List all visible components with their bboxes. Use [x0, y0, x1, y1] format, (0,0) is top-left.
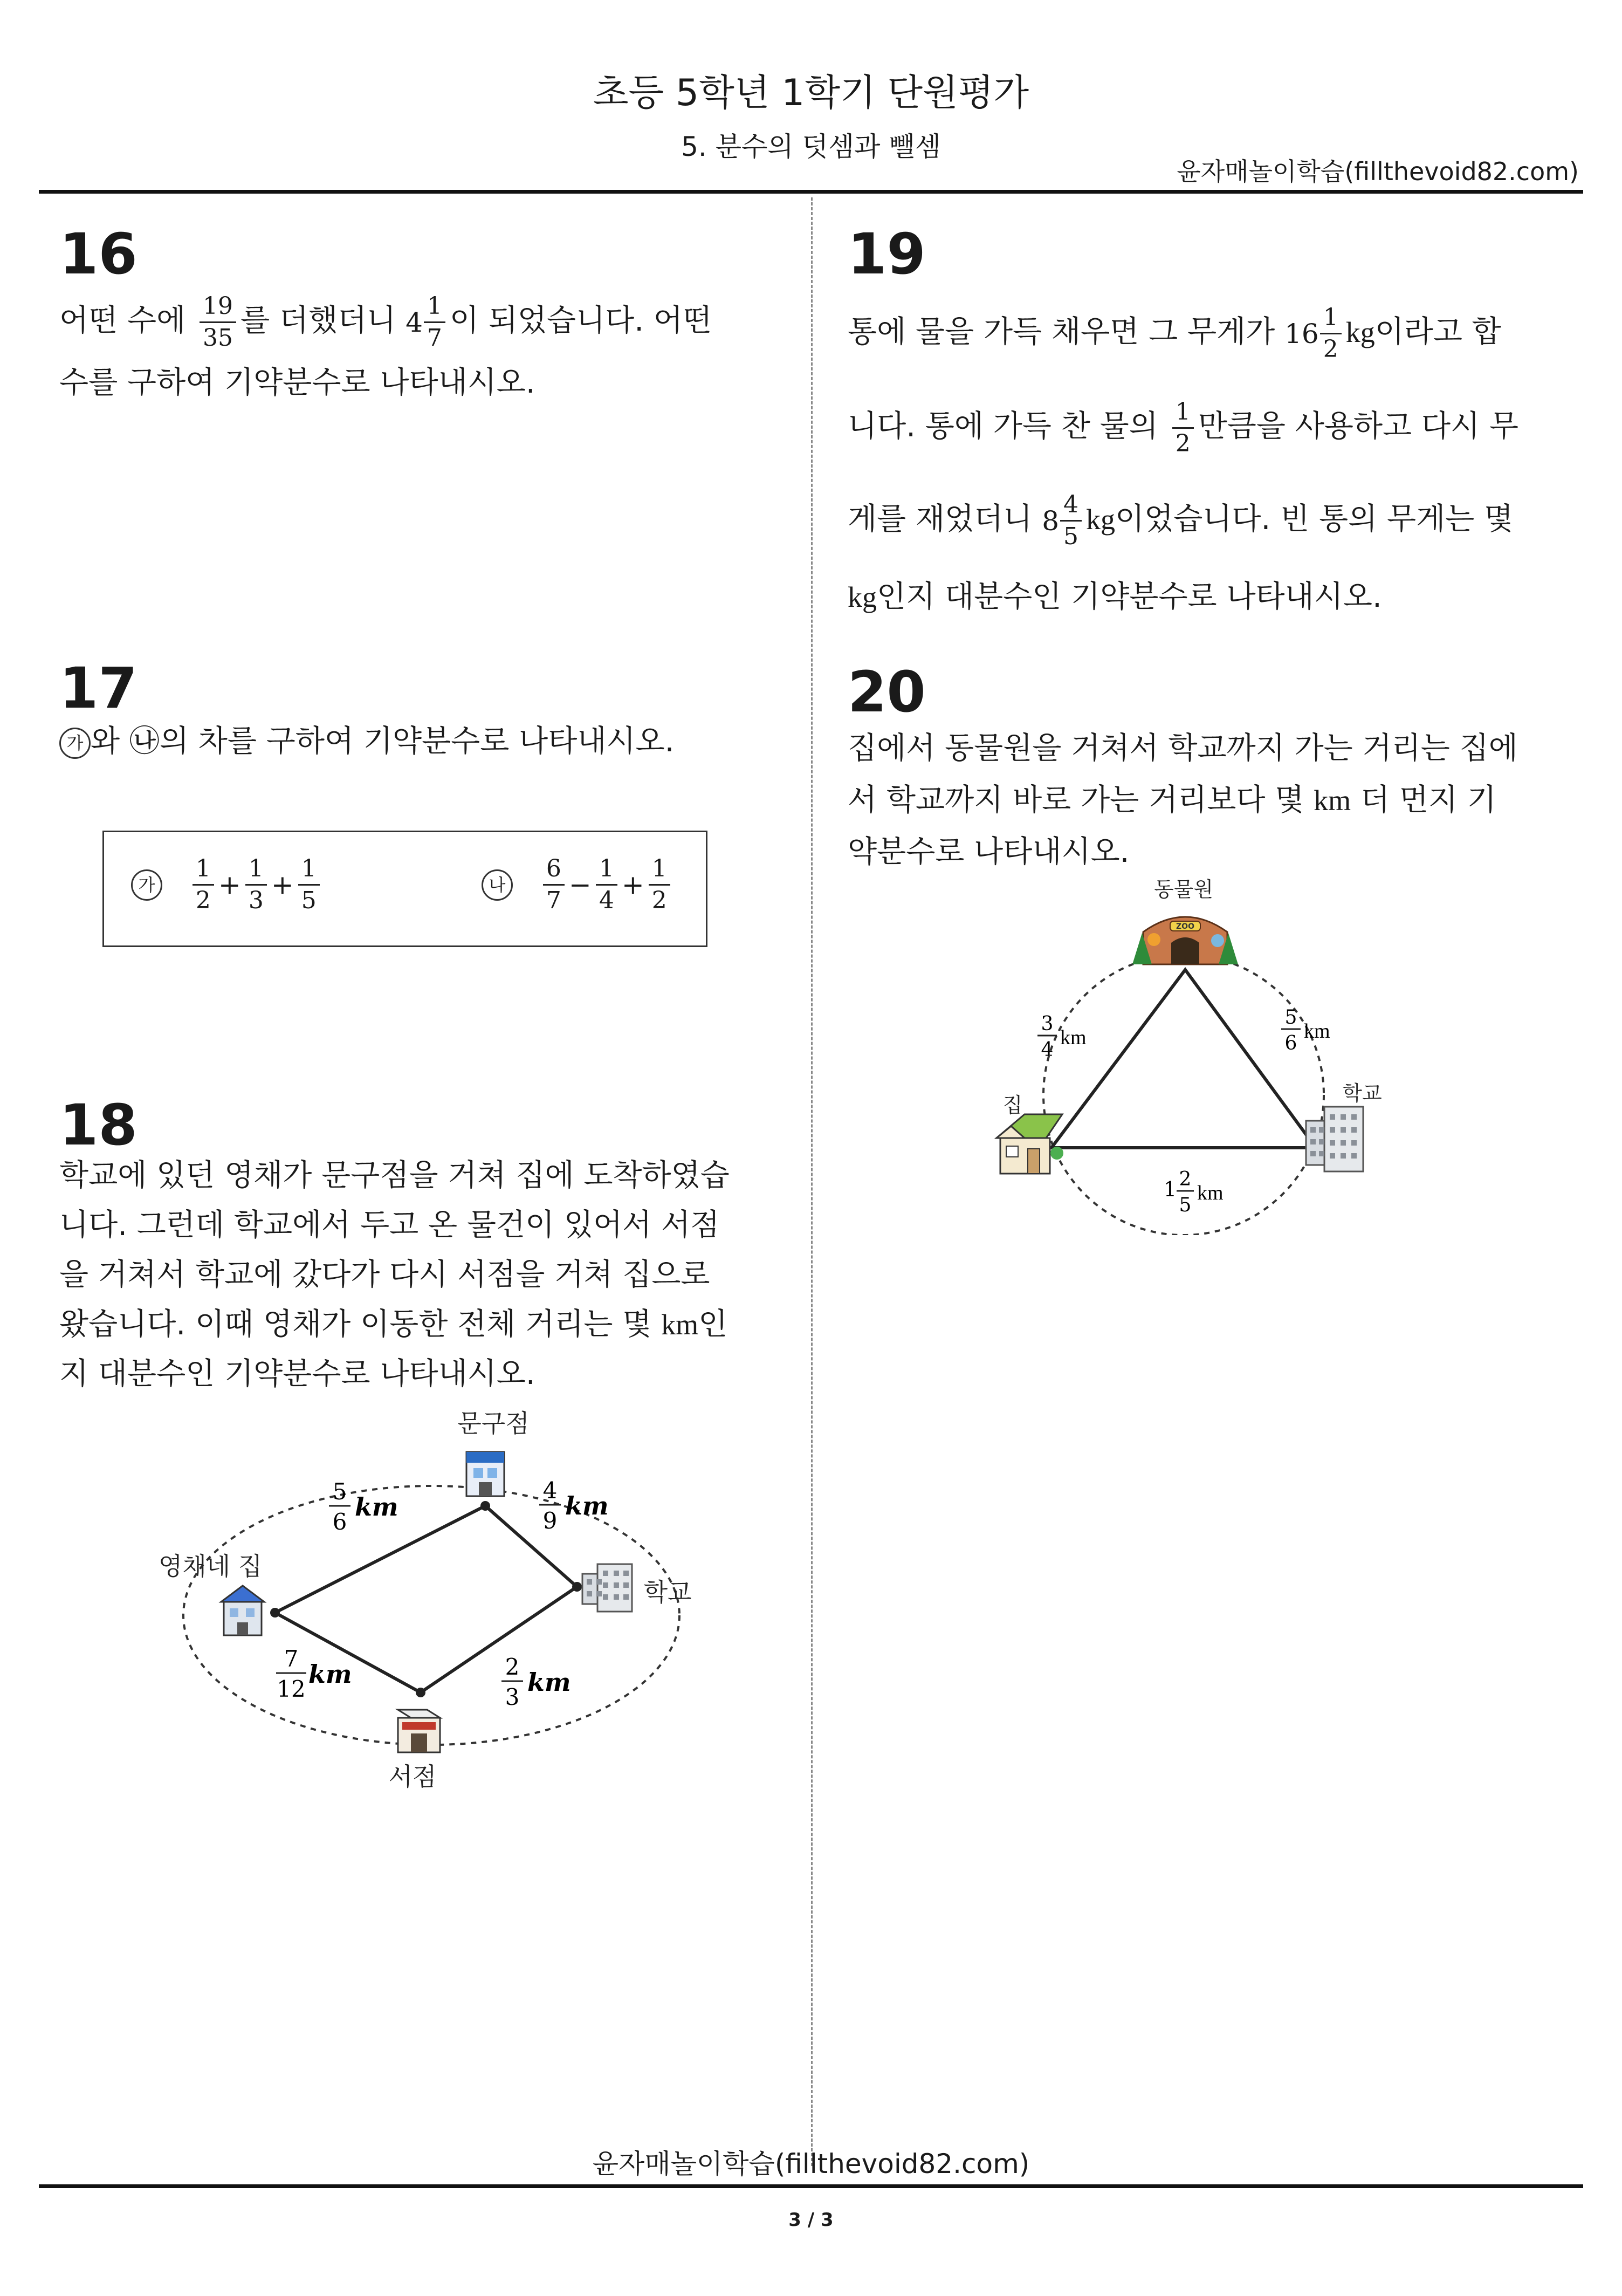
- stationery-store-icon: [466, 1452, 504, 1496]
- footer-rule: [39, 2184, 1583, 2188]
- svg-text:km: km: [565, 1491, 609, 1520]
- node-home: [270, 1608, 280, 1618]
- distance-bookstore-school: [501, 1654, 571, 1710]
- svg-text:3: 3: [1041, 1013, 1054, 1035]
- zoo-icon: [1132, 917, 1238, 964]
- header-rule: [39, 190, 1583, 194]
- route-triangle: [1051, 970, 1316, 1148]
- node-stationery: [480, 1501, 490, 1511]
- site-credit-bottom: 윤자매놀이학습(fillthevoid82.com): [592, 2148, 1030, 2180]
- question-17-number: 17: [59, 655, 138, 721]
- question-19-number: 19: [848, 221, 926, 287]
- site-credit-top: 윤자매놀이학습(fillthevoid82.com): [1177, 157, 1579, 186]
- svg-text:km: km: [527, 1668, 571, 1697]
- svg-text:12: 12: [277, 1676, 306, 1702]
- label-school: 학교: [1342, 1081, 1382, 1105]
- expression-box: [102, 831, 707, 947]
- home-icon: [221, 1586, 264, 1635]
- distance-home-school: [1164, 1168, 1224, 1216]
- svg-text:6: 6: [1284, 1032, 1297, 1054]
- page-number: 3 / 3: [788, 2209, 834, 2231]
- distance-stationery-school: [539, 1477, 609, 1534]
- expression-na: 나 $\frac{6}{7}$ − $\frac{1}{4}$ + $\frac{1}{2}$: [482, 854, 675, 916]
- route-diagram-18: [140, 1402, 776, 1812]
- node-school: [572, 1582, 582, 1592]
- question-19-text: 통에 물을 가득 채우면 그 무게가 16 $\frac{1}{2}$ kg이라고 합 니다. 통에 가득 찬 물의 $\frac{1}{2}$ 만큼을 사용하고 다시 무 게를 재었더니 8 $\frac{4}{5}$ kg이었습니다. 빈 통의 무게는 몇 kg인지 대분수인 기약분수로 나타내시오.: [848, 304, 1519, 614]
- svg-text:9: 9: [542, 1507, 558, 1534]
- column-divider: [811, 197, 813, 2166]
- svg-text:3: 3: [505, 1684, 520, 1710]
- svg-text:7: 7: [284, 1646, 299, 1672]
- distance-zoo-school: [1281, 1006, 1330, 1054]
- question-16-number: 16: [59, 221, 138, 287]
- svg-text:5: 5: [332, 1478, 347, 1505]
- svg-text:5: 5: [1179, 1194, 1192, 1216]
- distance-home-bookstore: [276, 1646, 352, 1702]
- question-16-text: 어떤 수에 $\frac{19}{35}$ 를 더했더니 4 $\frac{1}{7}$ 이 되었습니다. 어떤 수를 구하여 기약분수로 나타내시오.: [59, 292, 712, 401]
- question-18-text: 학교에 있던 영채가 문구점을 거쳐 집에 도착하였습 니다. 그런데 학교에서 두고 온 물건이 있어서 서점 을 거쳐서 학교에 갔다가 다시 서점을 거쳐 집으로 왔습니다. 이때 영채가 이동한 전체 거리는 몇 km인 지 대분수인 기약분수로 나타내시오.: [59, 1158, 730, 1392]
- svg-text:km: km: [1304, 1020, 1330, 1043]
- svg-text:1: 1: [1163, 1177, 1177, 1201]
- svg-text:km: km: [308, 1660, 352, 1689]
- route-diagram-20: [971, 868, 1445, 1235]
- distance-home-zoo: [1037, 1013, 1087, 1061]
- svg-text:km: km: [1060, 1026, 1087, 1049]
- question-20-text: 집에서 동물원을 거쳐서 학교까지 가는 거리는 집에 서 학교까지 바로 가는 거리보다 몇 km 더 먼지 기 약분수로 나타내시오.: [848, 731, 1518, 869]
- label-home: 집: [1002, 1093, 1023, 1117]
- question-17-text: 가 와 ㉯의 차를 구하여 기약분수로 나타내시오.: [59, 712, 751, 771]
- question-18-number: 18: [59, 1092, 138, 1158]
- unit-subtitle: 5. 분수의 덧셈과 뺄셈: [681, 131, 941, 162]
- svg-text:ZOO: ZOO: [1176, 922, 1194, 931]
- question-20-number: 20: [848, 659, 926, 725]
- label-school: 학교: [643, 1578, 692, 1607]
- node-bookstore: [416, 1688, 425, 1697]
- label-zoo: 동물원: [1153, 878, 1214, 901]
- svg-text:km: km: [1197, 1182, 1224, 1204]
- page-title: 초등 5학년 1학기 단원평가: [593, 72, 1029, 114]
- school-building-icon: [1306, 1107, 1363, 1171]
- label-home: 영채네 집: [158, 1552, 263, 1581]
- svg-text:5: 5: [1284, 1006, 1297, 1029]
- dashed-route-circle: [1043, 955, 1324, 1235]
- school-building-icon: [582, 1564, 632, 1612]
- svg-text:4: 4: [1041, 1039, 1054, 1061]
- label-stationery: 문구점: [457, 1409, 530, 1438]
- expression-ga: 가 $\frac{1}{2}$ + $\frac{1}{3}$ + $\frac{1}{5}$: [131, 854, 324, 916]
- bookstore-icon: [398, 1710, 440, 1752]
- svg-text:2: 2: [505, 1654, 520, 1680]
- svg-text:6: 6: [332, 1509, 347, 1535]
- svg-text:km: km: [355, 1492, 398, 1521]
- svg-text:4: 4: [542, 1477, 558, 1504]
- label-bookstore: 서점: [388, 1762, 437, 1791]
- svg-text:2: 2: [1179, 1168, 1192, 1190]
